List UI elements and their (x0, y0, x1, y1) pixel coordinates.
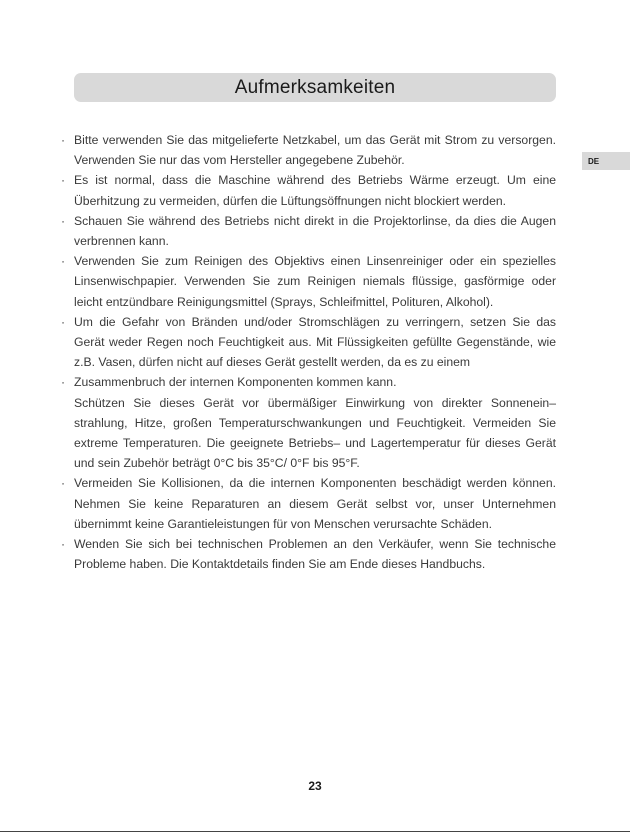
list-item-text: Verwenden Sie zum Reinigen des Objektivs einen Linsenreiniger oder ein spezielles Linsenwischpapier. Verwenden Sie zum Reinigen niemals flüssige, gasförmige oder leicht entzündbare Reinigungsmittel (Sprays, Schleifmittel, Polituren, Alkohol). (74, 254, 556, 309)
page-number: 23 (308, 779, 322, 793)
language-tab (582, 152, 630, 170)
bullet: · (61, 133, 66, 147)
list-item (60, 393, 556, 474)
list-item-text: Zusammenbruch der internen Komponenten kommen kann. (74, 375, 397, 390)
bullet: · (61, 537, 66, 552)
page-title: Aufmerksamkeiten (234, 76, 396, 98)
list-item-text: Schauen Sie während des Betriebs nicht direkt in die Projektorlinse, da dies die Augen verbrennen kann. (74, 213, 556, 249)
list-item-text: Vermeiden Sie Kollisionen, da die internen Komponenten beschädigt werden können. Nehmen Sie keine Reparaturen an diesem Gerät selbst vor, unser Unternehmen übernimmt keine Garantieleistungen für von Menschen verursachte Schäden. (74, 476, 556, 531)
list-item-text: Es ist normal, dass die Maschine während des Betriebs Wärme erzeugt. Um eine Überhitzung zu vermeiden, dürfen die Lüftungsöffnungen nicht blockiert werden. (74, 173, 556, 208)
list-item-text: Wenden Sie sich bei technischen Problemen an den Verkäufer, wenn Sie technische Probleme haben. Die Kontaktdetails finden Sie am Ende dieses Handbuchs. (74, 537, 556, 572)
bullet: · (61, 314, 66, 329)
list-item-text: Um die Gefahr von Bränden und/oder Stromschlägen zu verringern, setzen Sie das Gerät weder Regen noch Feuchtigkeit aus. Mit Flüssigkeiten gefüllte Gegenstände, wie z.B. Vasen, dürfen nicht auf dieses Gerät gestellt werden, da es zu einem (74, 314, 556, 370)
bottom-divider (0, 831, 630, 832)
list-item (60, 534, 556, 574)
notice-list (60, 130, 556, 574)
list-item-text: Schützen Sie dieses Gerät vor übermäßiger Einwirkung von direkter Sonnenein–strahlung, Hitze, großen Temperaturschwankungen und Feuchtigkeit. Vermeiden Sie extreme Temperaturen. Die geeignete Betriebs– und Lagertemperatur für dieses Gerät und sein Zubehör beträgt 0°C bis 35°C/ 0°F bis 95°F. (74, 395, 556, 471)
list-item (60, 473, 556, 534)
section-title-bar (74, 73, 556, 102)
list-item (60, 251, 556, 312)
list-item (60, 130, 556, 170)
list-item (60, 170, 556, 210)
bullet: · (61, 254, 66, 269)
list-item (60, 211, 556, 251)
bullet: · (61, 213, 66, 228)
bullet: · (61, 173, 66, 188)
bullet: · (61, 375, 66, 390)
list-item (60, 372, 556, 392)
language-tab-label: DE (588, 156, 600, 166)
list-item (60, 312, 556, 373)
list-item-text: Bitte verwenden Sie das mitgelieferte Netzkabel, um das Gerät mit Strom zu versorgen. Verwenden Sie nur das vom Hersteller angegebene Zubehör. (74, 133, 556, 168)
bullet: · (61, 476, 66, 491)
